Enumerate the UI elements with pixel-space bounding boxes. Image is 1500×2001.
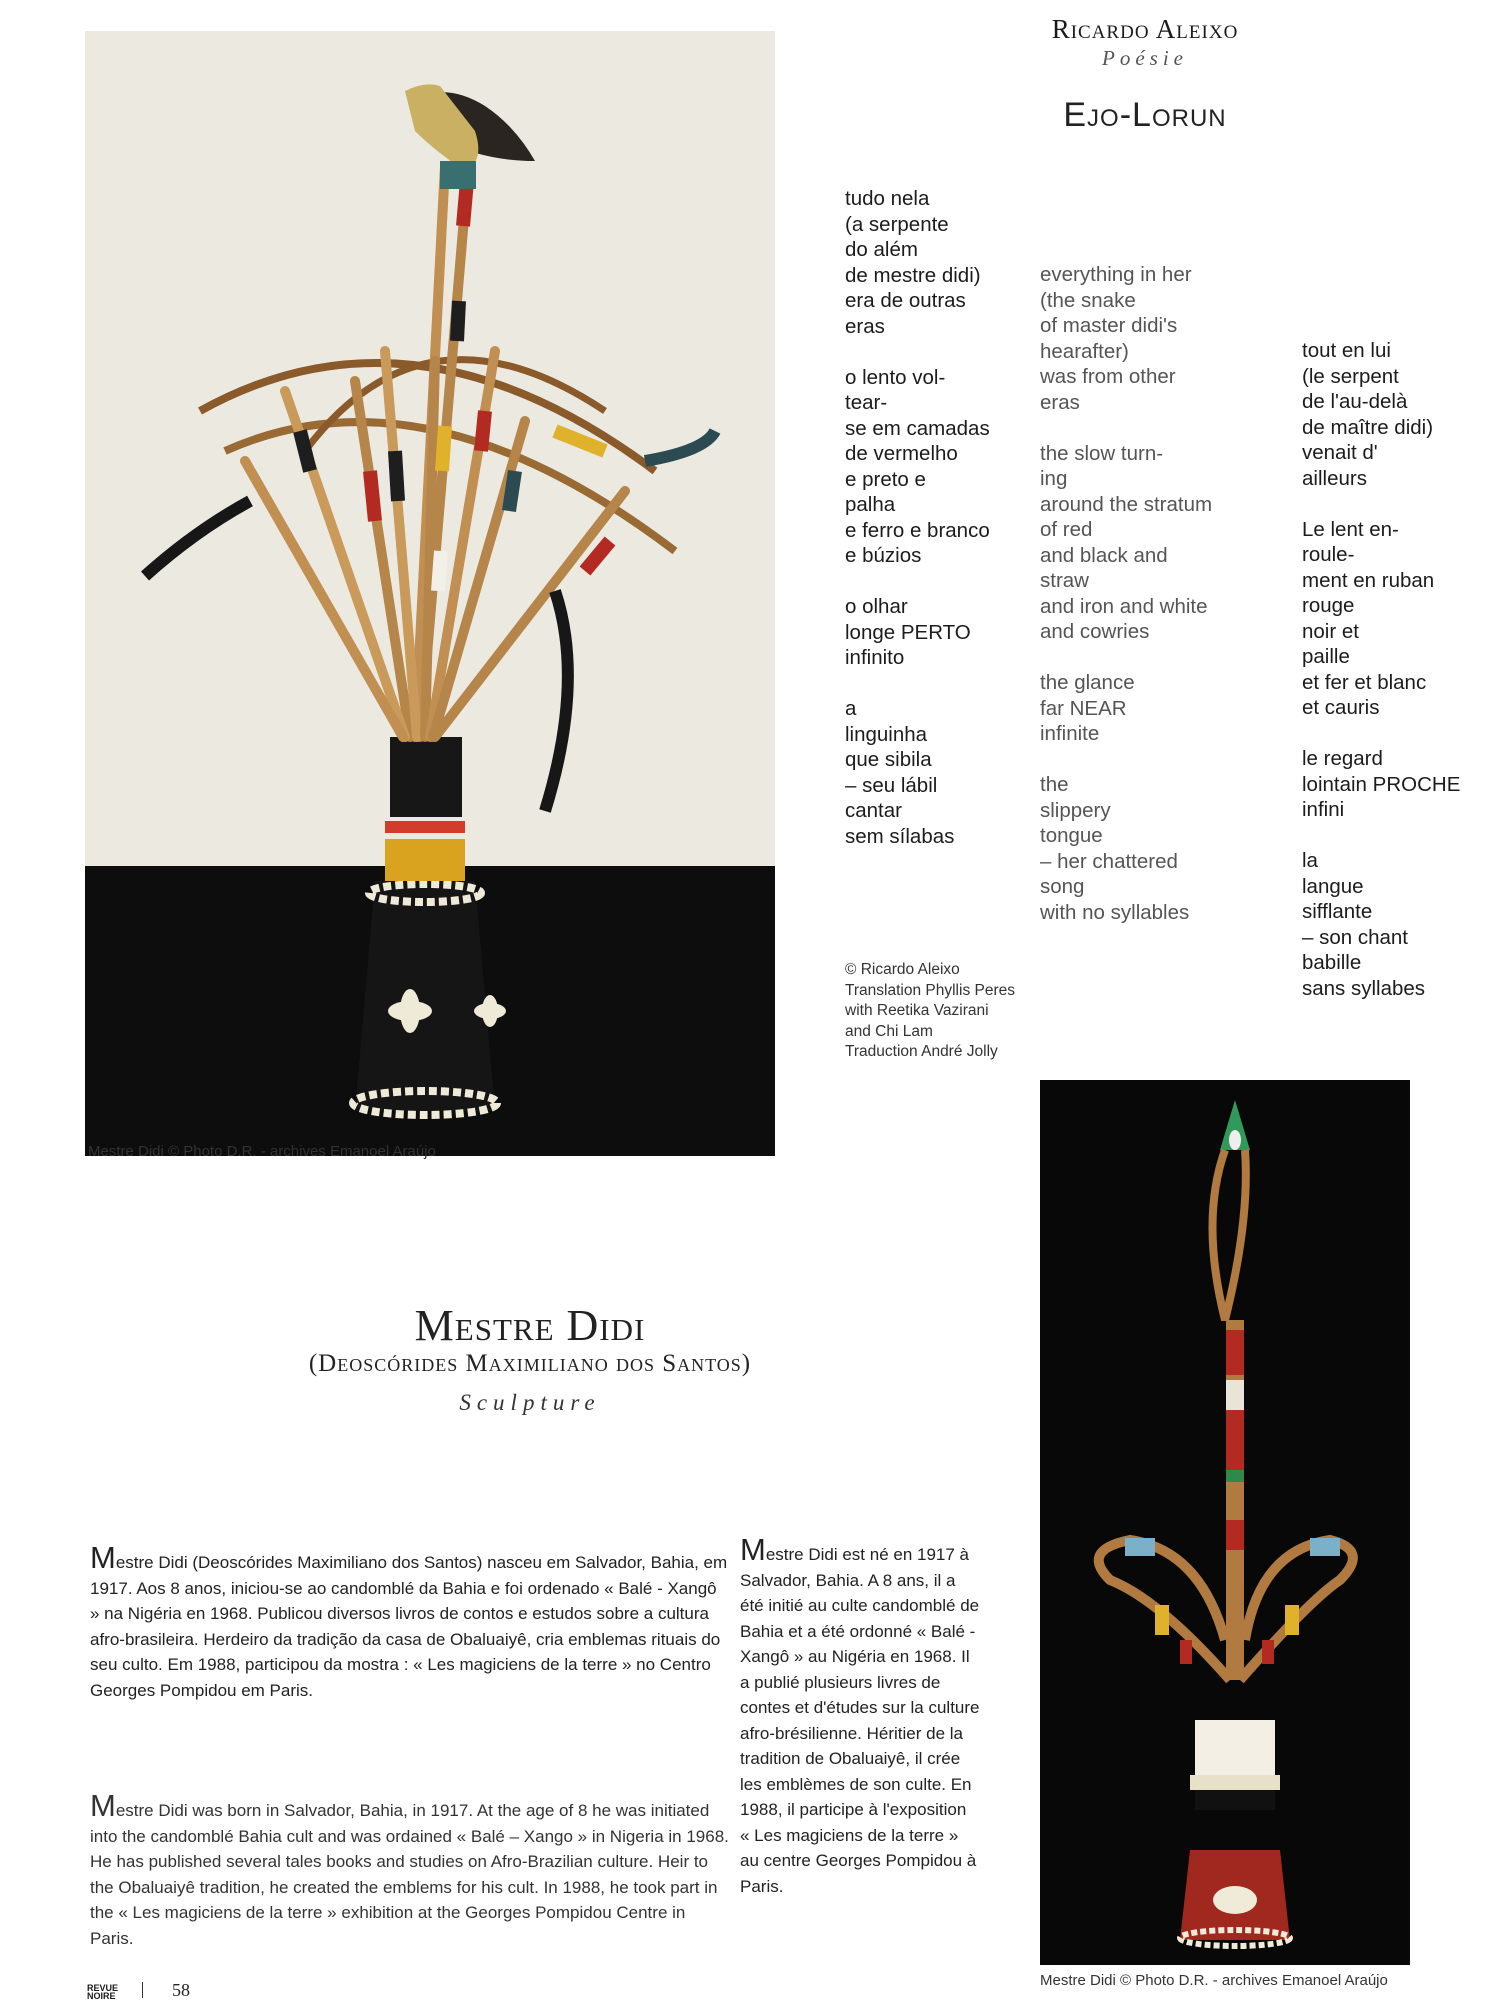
poem-line: (the snake — [1040, 288, 1136, 312]
poem-line: de maître didi) — [1302, 415, 1434, 439]
poem-line: longe PERTO — [845, 620, 971, 644]
bio-text: estre Didi (Deoscórides Maximiliano dos Santos) nasceu em Salvador, Bahia, em 1917. Aos 8 anos, iniciou-se ao candomblé da Bahia e foi ordenado « Balé - Xangô » na Nigéria en 1968. Publicou diversos livros de contos e estudos sobre a cultura afro-brasileira. Herdeiro da tradição da casa de Obaluaiyê, cria emblemas rituais do seu culto. Em 1988, participou da mostra : « Les magiciens de la terre » no Centro Georges Pompidou em Paris. — [90, 1553, 728, 1700]
poem-stanza — [1040, 441, 1212, 645]
poem-stanza — [1302, 517, 1460, 721]
poem-line: sans syllabes — [1302, 976, 1426, 1000]
poem-french — [1302, 338, 1460, 1027]
poem-line: ailleurs — [1302, 466, 1367, 490]
bio-text: estre Didi est né en 1917 à Salvador, Bahia. A 8 ans, il a été initié au culte candomblé de Bahia et a été ordonné « Balé - Xangô » au Nigéria en 1968. Il a publié plusieurs livres de contes et d'études sur la culture afro-brésilienne. Héritier de la tradition de Obaluaiyê, il crée les emblèmes de son culte. En 1988, il participe à l'exposition « Les magiciens de la terre » au centre Georges Pompidou à Paris. — [740, 1545, 980, 1896]
credit-copyright: © Ricardo Aleixo — [845, 961, 960, 978]
poem-credits — [845, 960, 1015, 1063]
poem-line: se em camadas — [845, 416, 990, 440]
poem-line: eras — [845, 314, 885, 338]
poem-line: de l'au-delà — [1302, 390, 1408, 413]
poem-stanza — [845, 186, 990, 339]
drop-cap: M — [740, 1532, 766, 1567]
poem-line: la — [1302, 849, 1318, 872]
poem-line: tongue — [1040, 824, 1103, 847]
poem-line: everything in her — [1040, 263, 1192, 286]
bio-english — [90, 1788, 730, 1951]
poem-line: – her chattered — [1040, 849, 1178, 873]
poem-line: – seu lábil — [845, 773, 938, 797]
poem-stanza — [1040, 670, 1212, 747]
artist-name: Mestre Didi — [414, 1301, 646, 1350]
poem-line: straw — [1040, 569, 1089, 592]
poem-line: slippery — [1040, 798, 1111, 822]
poem-line: the glance — [1040, 671, 1135, 694]
sculpture-photo-emblem — [1040, 1080, 1410, 1965]
photo-caption-1: Mestre Didi © Photo D.R. - archives Emanoel Araújo — [88, 1143, 436, 1160]
poem-portuguese — [845, 186, 990, 875]
poem-line: de vermelho — [845, 442, 958, 465]
poem-stanza — [1302, 746, 1460, 823]
bio-text: estre Didi was born in Salvador, Bahia, in 1917. At the age of 8 he was initiated into the candomblé Bahia cult and was ordained « Balé – Xango » in Nigeria in 1968. He has published several tales books and studies on Afro-Brazilian culture. Heir to the Obaluaiyê tradition, he created the emblems for his cult. In 1988, he took part in the « Les magiciens de la terre » exhibition at the Georges Pompidou Centre in Paris. — [90, 1801, 729, 1948]
poem-line: and black and — [1040, 543, 1168, 567]
photo-caption-2: Mestre Didi © Photo D.R. - archives Emanoel Araújo — [1040, 1972, 1388, 1989]
sculpture-photo-serpents — [85, 31, 775, 1156]
poem-line: a — [845, 697, 857, 720]
poem-line: palha — [845, 493, 896, 516]
magazine-logo-line: NOIRE — [87, 1991, 116, 2001]
poem-genre: Poésie — [1102, 46, 1188, 70]
page-number: 58 — [172, 1980, 190, 2000]
poem-stanza — [845, 594, 990, 671]
credit-with: with Reetika Vazirani — [845, 1002, 989, 1019]
poem-line: de mestre didi) — [845, 263, 981, 287]
poem-line: paille — [1302, 645, 1350, 668]
sculpture-serpents-illustration — [85, 31, 775, 1156]
poem-line: cantar — [845, 799, 902, 822]
poem-line: era de outras — [845, 289, 966, 312]
poem-line: et fer et blanc — [1302, 670, 1427, 694]
poem-line: with no syllables — [1040, 900, 1190, 924]
poem-line: tudo nela — [845, 187, 930, 210]
poem-line: sifflante — [1302, 900, 1373, 923]
drop-cap: M — [90, 1540, 116, 1575]
poet-name: Ricardo Aleixo — [1051, 14, 1239, 44]
poem-line: babille — [1302, 951, 1362, 974]
poem-stanza — [1040, 772, 1212, 925]
poem-stanza — [845, 696, 990, 849]
poem-line: o olhar — [845, 595, 908, 618]
poem-english — [1040, 262, 1212, 951]
poem-line: – son chant — [1302, 925, 1408, 949]
artwork-kind: Sculpture — [459, 1390, 601, 1415]
poem-line: venait d' — [1302, 441, 1378, 464]
footer-divider — [142, 1982, 143, 1998]
poem-line: lointain PROCHE — [1302, 772, 1461, 796]
poem-line: around the stratum — [1040, 492, 1213, 516]
poem-line: langue — [1302, 874, 1364, 898]
magazine-logo — [87, 1984, 118, 2000]
poem-line: roule- — [1302, 543, 1355, 566]
poem-line: infinito — [845, 646, 905, 669]
poem-line: infinite — [1040, 722, 1100, 745]
poem-line: hearafter) — [1040, 339, 1129, 363]
poem-line: noir et — [1302, 619, 1359, 643]
poem-line: sem sílabas — [845, 824, 955, 848]
poem-line: infini — [1302, 798, 1345, 821]
poem-line: and iron and white — [1040, 594, 1208, 618]
drop-cap: M — [90, 1788, 116, 1823]
credit-with: and Chi Lam — [845, 1022, 933, 1040]
poem-line: tout en lui — [1302, 339, 1391, 362]
poem-line: (a serpente — [845, 212, 949, 236]
poem-line: the — [1040, 773, 1069, 796]
artist-full-name: (Deoscórides Maximiliano dos Santos) — [308, 1350, 752, 1377]
poem-line: et cauris — [1302, 696, 1380, 719]
poem-line: of red — [1040, 518, 1093, 541]
poem-line: the slow turn- — [1040, 441, 1164, 465]
poem-line: que sibila — [845, 748, 932, 771]
poem-line: e preto e — [845, 467, 926, 491]
poem-stanza — [1302, 848, 1460, 1001]
poem-line: e búzios — [845, 544, 922, 567]
bio-portuguese — [90, 1540, 730, 1703]
bio-french — [740, 1532, 980, 1899]
poem-line: le regard — [1302, 747, 1383, 770]
poem-line: linguinha — [845, 722, 928, 746]
poem-line: ing — [1040, 467, 1068, 490]
poem-line: of master didi's — [1040, 314, 1178, 337]
credit-translation: Translation Phyllis Peres — [845, 981, 1015, 999]
poem-line: e ferro e branco — [845, 518, 990, 542]
poem-stanza — [1040, 262, 1212, 415]
poem-line: far NEAR — [1040, 696, 1127, 720]
poem-line: Le lent en- — [1302, 517, 1399, 541]
credit-traduction: Traduction André Jolly — [845, 1043, 998, 1060]
sculpture-emblem-illustration — [1040, 1080, 1410, 1965]
poem-line: (le serpent — [1302, 364, 1399, 388]
poem-line: and cowries — [1040, 620, 1150, 643]
magazine-logo-line: REVUE — [87, 1983, 119, 1993]
poem-stanza — [1302, 338, 1460, 491]
poem-line: do além — [845, 238, 918, 261]
poem-title: Ejo-Lorun — [1063, 96, 1227, 134]
poem-line: rouge — [1302, 594, 1355, 617]
poem-line: ment en ruban — [1302, 568, 1435, 592]
poem-line: song — [1040, 875, 1085, 898]
poem-line: eras — [1040, 390, 1080, 414]
poem-stanza — [845, 365, 990, 569]
poem-line: was from other — [1040, 365, 1176, 388]
poem-line: o lento vol- — [845, 365, 946, 389]
poem-line: tear- — [845, 391, 888, 414]
